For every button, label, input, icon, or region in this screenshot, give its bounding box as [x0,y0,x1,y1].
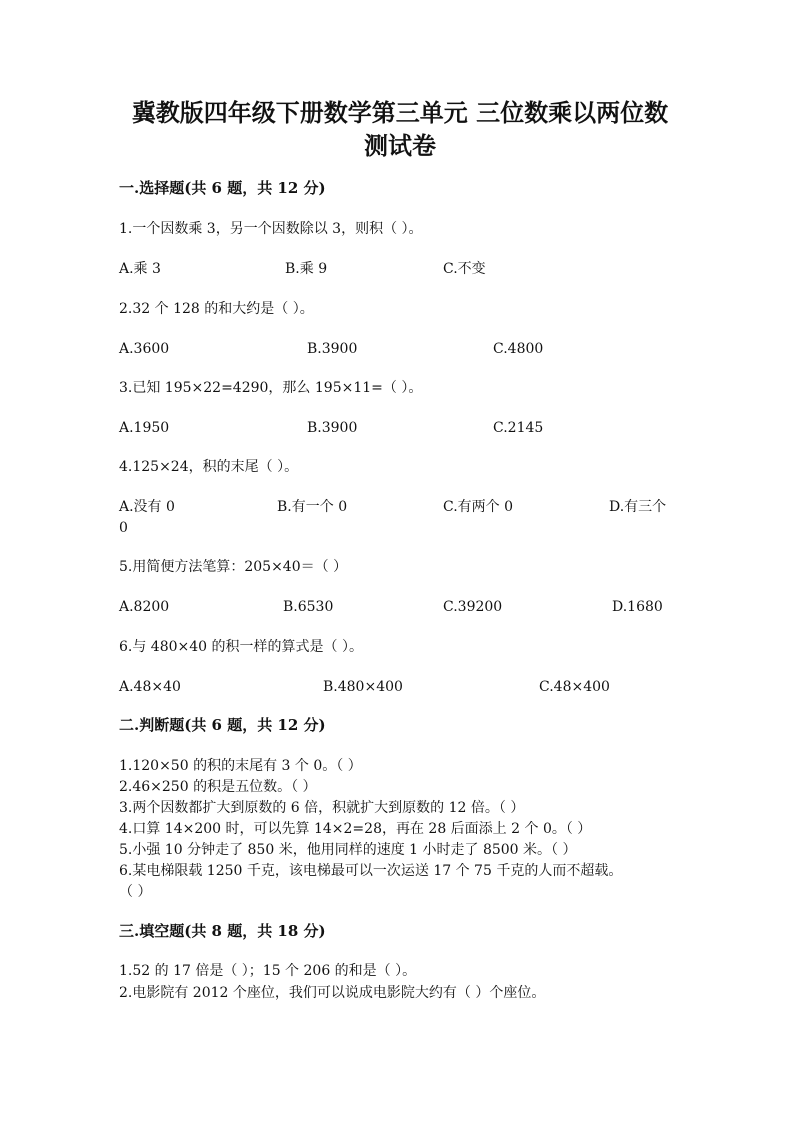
option-1-2-a: A.3600 [119,341,170,357]
judgement-item-3: 3.两个因数都扩大到原数的 6 倍，积就扩大到原数的 12 倍。（ ） [119,800,525,816]
section-heading-choice: 一.选择题(共 6 题，共 12 分) [119,179,326,197]
option-1-3-a: A.1950 [119,420,170,436]
fill-blank-item-1: 1.52 的 17 倍是（ ）；15 个 206 的和是（ ）。 [119,963,417,979]
option-1-4-d: D.有三个 [609,499,667,515]
option-1-5-d: D.1680 [612,599,663,615]
option-1-2-c: C.4800 [493,341,544,357]
option-1-1-c: C.不变 [443,261,486,277]
option-1-2-b: B.3900 [307,341,358,357]
question-1-6: 6.与 480×40 的积一样的算式是（ ）。 [119,639,363,655]
judgement-item-6: 6.某电梯限载 1250 千克，该电梯最可以一次运送 17 个 75 千克的人而不超载。 [119,863,623,879]
option-1-4-b: B.有一个 0 [277,499,348,515]
question-1-4: 4.125×24，积的末尾（ ）。 [119,459,299,475]
judgement-item-2: 2.46×250 的积是五位数。（ ） [119,779,317,795]
option-1-3-b: B.3900 [307,420,358,436]
section-heading-judgement: 二.判断题(共 6 题，共 12 分) [119,716,326,734]
question-1-1: 1.一个因数乘 3，另一个因数除以 3，则积（ ）。 [119,221,423,237]
option-1-6-c: C.48×400 [539,679,610,695]
option-1-4-a: A.没有 0 [119,499,175,515]
option-1-6-b: B.480×400 [323,679,403,695]
option-1-1-b: B.乘 9 [285,261,328,277]
page-title-line2: 测试卷 [364,131,436,160]
option-1-6-a: A.48×40 [119,679,181,695]
page-title: 冀教版四年级下册数学第三单元 三位数乘以两位数 [131,98,669,127]
question-1-5: 5.用简便方法笔算：205×40＝（ ） [119,559,348,575]
option-1-4-d-wrap: 0 [119,520,128,536]
judgement-item-1: 1.120×50 的积的末尾有 3 个 0。（ ） [119,758,362,774]
question-1-2: 2.32 个 128 的和大约是（ ）。 [119,301,314,317]
question-1-3: 3.已知 195×22=4290，那么 195×11=（ ）。 [119,380,423,396]
judgement-item-5: 5.小强 10 分钟走了 850 米，他用同样的速度 1 小时走了 8500 米。（ ） [119,842,577,858]
section-heading-fill-blank: 三.填空题(共 8 题，共 18 分) [119,922,326,940]
fill-blank-item-2: 2.电影院有 2012 个座位，我们可以说成电影院大约有（ ）个座位。 [119,985,546,1001]
option-1-4-c: C.有两个 0 [443,499,514,515]
option-1-5-b: B.6530 [283,599,334,615]
judgement-item-6-wrap: （ ） [119,884,152,900]
option-1-3-c: C.2145 [493,420,544,436]
option-1-1-a: A.乘 3 [119,261,161,277]
option-1-5-a: A.8200 [119,599,170,615]
option-1-5-c: C.39200 [443,599,503,615]
judgement-item-4: 4.口算 14×200 时，可以先算 14×2=28，再在 28 后面添上 2 个 0。（ ） [119,821,592,837]
